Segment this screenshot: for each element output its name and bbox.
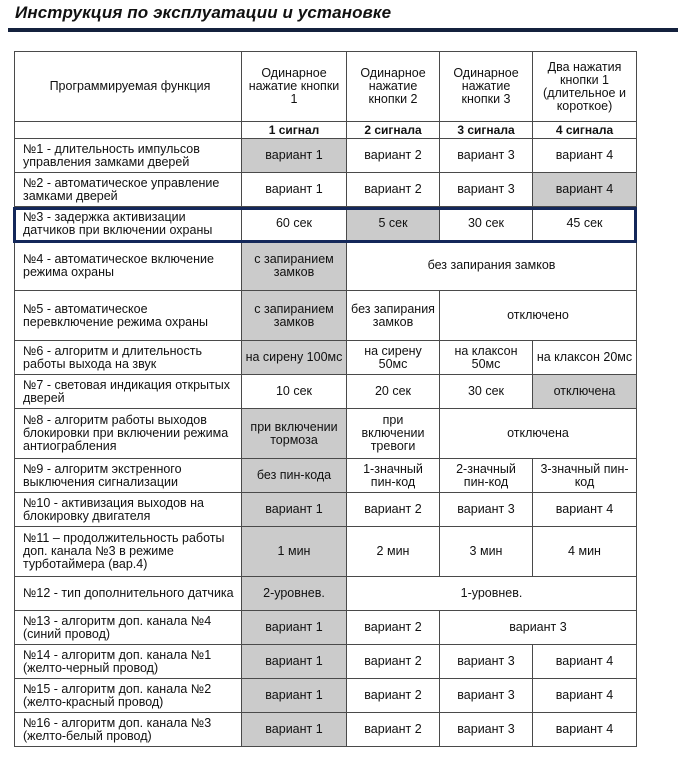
option-1: вариант 1 — [242, 645, 347, 679]
table-row — [15, 611, 637, 645]
signal-2: 2 сигнала — [347, 122, 440, 139]
table-row — [15, 207, 637, 241]
option-1: 1 мин — [242, 527, 347, 577]
option-4: вариант 4 — [533, 679, 637, 713]
table-row — [15, 241, 637, 291]
signal-row — [15, 122, 637, 139]
option-4: 3-значный пин-код — [533, 459, 637, 493]
function-label: №2 - автоматическое управление замками дверей — [15, 173, 242, 207]
function-label: №15 - алгоритм доп. канала №2 (желто-красный провод) — [15, 679, 242, 713]
option-2: при включении тревоги — [347, 409, 440, 459]
option-1: 2-уровнев. — [242, 577, 347, 611]
function-label: №10 - активизация выходов на блокировку двигателя — [15, 493, 242, 527]
option-1: вариант 1 — [242, 713, 347, 747]
option-3: вариант 3 — [440, 493, 533, 527]
option-4: 45 сек — [533, 207, 637, 241]
page-title: Инструкция по эксплуатации и установке — [15, 3, 392, 22]
table-row — [15, 375, 637, 409]
function-label: №12 - тип дополнительного датчика — [15, 577, 242, 611]
option-2: вариант 2 — [347, 493, 440, 527]
table-row — [15, 459, 637, 493]
option-3: вариант 3 — [440, 645, 533, 679]
option-3-4: вариант 3 — [440, 611, 637, 645]
option-2: 5 сек — [347, 207, 440, 241]
table-row — [15, 713, 637, 747]
option-3: 3 мин — [440, 527, 533, 577]
table-row — [15, 577, 637, 611]
function-label: №16 - алгоритм доп. канала №3 (желто-белый провод) — [15, 713, 242, 747]
signal-blank — [15, 122, 242, 139]
option-3: вариант 3 — [440, 173, 533, 207]
table-row — [15, 493, 637, 527]
function-label: №7 - световая индикация открытых дверей — [15, 375, 242, 409]
option-2-4: без запирания замков — [347, 241, 637, 291]
option-1: с запиранием замков — [242, 241, 347, 291]
option-4: вариант 4 — [533, 713, 637, 747]
function-label: №5 - автоматическое перевключение режима охраны — [15, 291, 242, 341]
option-2: вариант 2 — [347, 139, 440, 173]
function-label: №9 - алгоритм экстренного выключения сигнализации — [15, 459, 242, 493]
header-row — [15, 52, 637, 122]
table-row — [15, 645, 637, 679]
signal-4: 4 сигнала — [533, 122, 637, 139]
header-button-3: Одинарное нажатие кнопки 3 — [440, 52, 533, 122]
table-row — [15, 527, 637, 577]
option-1: вариант 1 — [242, 173, 347, 207]
signal-3: 3 сигнала — [440, 122, 533, 139]
option-2: 20 сек — [347, 375, 440, 409]
option-4: вариант 4 — [533, 139, 637, 173]
option-2: на сирену 50мс — [347, 341, 440, 375]
option-1: вариант 1 — [242, 611, 347, 645]
option-3: 2-значный пин-код — [440, 459, 533, 493]
header-button-1-long: Два нажатия кнопки 1 (длительное и короткое) — [533, 52, 637, 122]
option-1: 60 сек — [242, 207, 347, 241]
function-label: №13 - алгоритм доп. канала №4 (синий провод) — [15, 611, 242, 645]
option-4: вариант 4 — [533, 493, 637, 527]
option-3: вариант 3 — [440, 713, 533, 747]
option-4: вариант 4 — [533, 645, 637, 679]
option-2: вариант 2 — [347, 645, 440, 679]
table-row — [15, 291, 637, 341]
option-2: вариант 2 — [347, 679, 440, 713]
option-1: при включении тормоза — [242, 409, 347, 459]
function-label: №6 - алгоритм и длительность работы выхода на звук — [15, 341, 242, 375]
option-3-4: отключена — [440, 409, 637, 459]
function-label: №1 - длительность импульсов управления замками дверей — [15, 139, 242, 173]
table-row — [15, 341, 637, 375]
option-3: на клаксон 50мс — [440, 341, 533, 375]
function-label: №4 - автоматическое включение режима охраны — [15, 241, 242, 291]
option-1: с запиранием замков — [242, 291, 347, 341]
option-4: 4 мин — [533, 527, 637, 577]
option-1: вариант 1 — [242, 679, 347, 713]
option-4: вариант 4 — [533, 173, 637, 207]
option-3: 30 сек — [440, 207, 533, 241]
option-1: вариант 1 — [242, 493, 347, 527]
option-2: 2 мин — [347, 527, 440, 577]
table-row — [15, 409, 637, 459]
option-4: на клаксон 20мс — [533, 341, 637, 375]
header-button-1: Одинарное нажатие кнопки 1 — [242, 52, 347, 122]
table-row — [15, 679, 637, 713]
option-3-4: отключено — [440, 291, 637, 341]
function-label: №8 - алгоритм работы выходов блокировки при включении режима антиограбления — [15, 409, 242, 459]
option-2: без запирания замков — [347, 291, 440, 341]
option-1: на сирену 100мс — [242, 341, 347, 375]
option-2: вариант 2 — [347, 611, 440, 645]
option-1: вариант 1 — [242, 139, 347, 173]
option-3: вариант 3 — [440, 139, 533, 173]
option-4: отключена — [533, 375, 637, 409]
option-1: без пин-кода — [242, 459, 347, 493]
option-2-4: 1-уровнев. — [347, 577, 637, 611]
function-label: №14 - алгоритм доп. канала №1 (желто-черный провод) — [15, 645, 242, 679]
table-row — [15, 173, 637, 207]
option-2: вариант 2 — [347, 173, 440, 207]
table-row — [15, 139, 637, 173]
header-button-2: Одинарное нажатие кнопки 2 — [347, 52, 440, 122]
function-label: №11 – продолжительность работы доп. канала №3 в режиме турботаймера (вар.4) — [15, 527, 242, 577]
option-3: вариант 3 — [440, 679, 533, 713]
option-2: вариант 2 — [347, 713, 440, 747]
function-label: №3 - задержка активизации датчиков при включении охраны — [15, 207, 242, 241]
option-1: 10 сек — [242, 375, 347, 409]
signal-1: 1 сигнал — [242, 122, 347, 139]
option-3: 30 сек — [440, 375, 533, 409]
header-function: Программируемая функция — [15, 52, 242, 122]
option-2: 1-значный пин-код — [347, 459, 440, 493]
settings-table — [14, 51, 637, 747]
title-rule — [8, 28, 678, 32]
